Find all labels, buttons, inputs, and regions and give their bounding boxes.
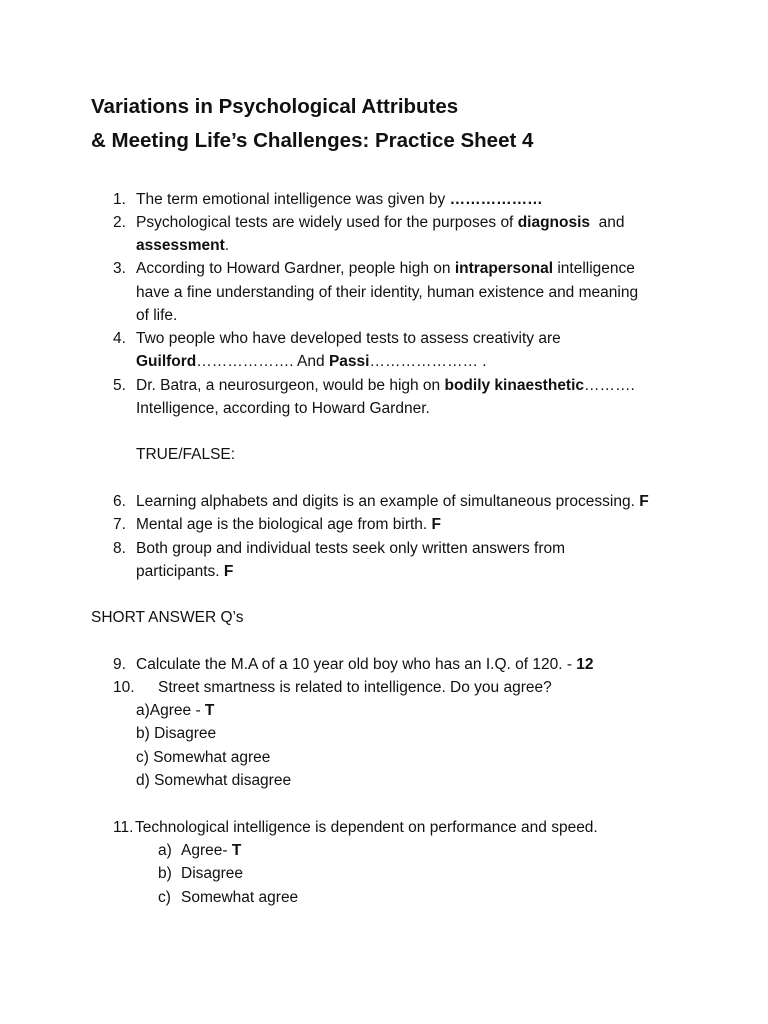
q7-number: 7. xyxy=(113,516,126,533)
q6-text xyxy=(136,490,649,513)
q5-answer: bodily kinaesthetic xyxy=(444,377,585,394)
q3-text-line3: of life. xyxy=(136,307,178,324)
q1-question: The term emotional intelligence was given by xyxy=(136,191,450,208)
q10-number: 10. xyxy=(113,679,135,696)
title-line-1: Variations in Psychological Attributes xyxy=(91,95,459,118)
q1-number: 1. xyxy=(113,191,126,208)
q11-option-b-letter: b) xyxy=(158,865,172,882)
q2-text-line2 xyxy=(136,234,229,257)
q6-number: 6. xyxy=(113,493,126,510)
q4-number: 4. xyxy=(113,330,126,347)
q2-end: . xyxy=(224,237,230,254)
q2-answer-2: assessment xyxy=(136,237,225,254)
q11-number: 11. xyxy=(113,819,134,836)
q3-text xyxy=(136,257,635,280)
q11-option-b: Disagree xyxy=(181,865,244,882)
q10-text: Street smartness is related to intelligence. Do you agree? xyxy=(158,679,552,696)
q4-answer-1: Guilford xyxy=(136,353,197,370)
q11-text: Technological intelligence is dependent on performance and speed. xyxy=(135,819,598,836)
q11-option-c: Somewhat agree xyxy=(181,889,299,906)
q3-text-line2: have a fine understanding of their identity, human existence and meaning xyxy=(136,284,639,301)
q1-text xyxy=(136,188,543,211)
q4-text-line2 xyxy=(136,350,487,373)
q4-dots-2: ………………… . xyxy=(369,353,487,370)
q8-text: Both group and individual tests seek only written answers from xyxy=(136,540,566,557)
q9-number: 9. xyxy=(113,656,126,673)
q4-answer-2: Passi xyxy=(328,353,370,370)
q11-option-a-letter: a) xyxy=(158,842,172,859)
q11-option-a-label: Agree- xyxy=(181,842,232,859)
q8-text-line2 xyxy=(136,560,233,583)
q2-number: 2. xyxy=(113,214,126,231)
q9-question: Calculate the M.A of a 10 year old boy who has an I.Q. of 120. - xyxy=(136,656,577,673)
q6-question: Learning alphabets and digits is an example of simultaneous processing. xyxy=(136,493,640,510)
title-line-2: & Meeting Life’s Challenges: Practice Sheet 4 xyxy=(91,129,534,152)
q5-text xyxy=(136,374,635,397)
q8-number: 8. xyxy=(113,540,126,557)
q8-question-line2: participants. xyxy=(136,563,224,580)
q9-text xyxy=(136,653,594,676)
q2-question: Psychological tests are widely used for the purposes of xyxy=(136,214,518,231)
q1-blank: ……………… xyxy=(449,191,543,208)
q3-number: 3. xyxy=(113,260,126,277)
q3-post: intelligence xyxy=(553,260,635,277)
q5-dots: ………. xyxy=(584,377,635,394)
q2-text xyxy=(136,211,625,234)
q4-dots-1: ………………. And xyxy=(196,353,329,370)
q7-answer: F xyxy=(431,516,441,533)
q11-option-a xyxy=(181,839,241,862)
q2-mid: and xyxy=(590,214,625,231)
q3-answer: intrapersonal xyxy=(454,260,554,277)
q10-option-d: d) Somewhat disagree xyxy=(136,772,292,789)
q3-question: According to Howard Gardner, people high on xyxy=(136,260,455,277)
q8-answer: F xyxy=(223,563,234,580)
q2-answer-1: diagnosis xyxy=(517,214,591,231)
q10-option-a-label: a)Agree - xyxy=(136,702,205,719)
q10-option-c: c) Somewhat agree xyxy=(136,749,271,766)
q5-number: 5. xyxy=(113,377,126,394)
q9-answer: 12 xyxy=(576,656,594,673)
true-false-heading: TRUE/FALSE: xyxy=(136,446,236,463)
q7-question: Mental age is the biological age from birth. xyxy=(136,516,432,533)
short-answer-heading: SHORT ANSWER Q’s xyxy=(91,609,244,626)
q5-question: Dr. Batra, a neurosurgeon, would be high on xyxy=(136,377,445,394)
q10-option-b: b) Disagree xyxy=(136,725,217,742)
q10-option-a xyxy=(136,699,214,722)
q6-answer: F xyxy=(639,493,649,510)
q4-text: Two people who have developed tests to assess creativity are xyxy=(136,330,561,347)
q7-text xyxy=(136,513,441,536)
q11-option-a-answer: T xyxy=(231,842,242,859)
q10-option-a-answer: T xyxy=(204,702,215,719)
q11-option-c-letter: c) xyxy=(158,889,171,906)
q5-text-line2: Intelligence, according to Howard Gardner. xyxy=(136,400,430,417)
